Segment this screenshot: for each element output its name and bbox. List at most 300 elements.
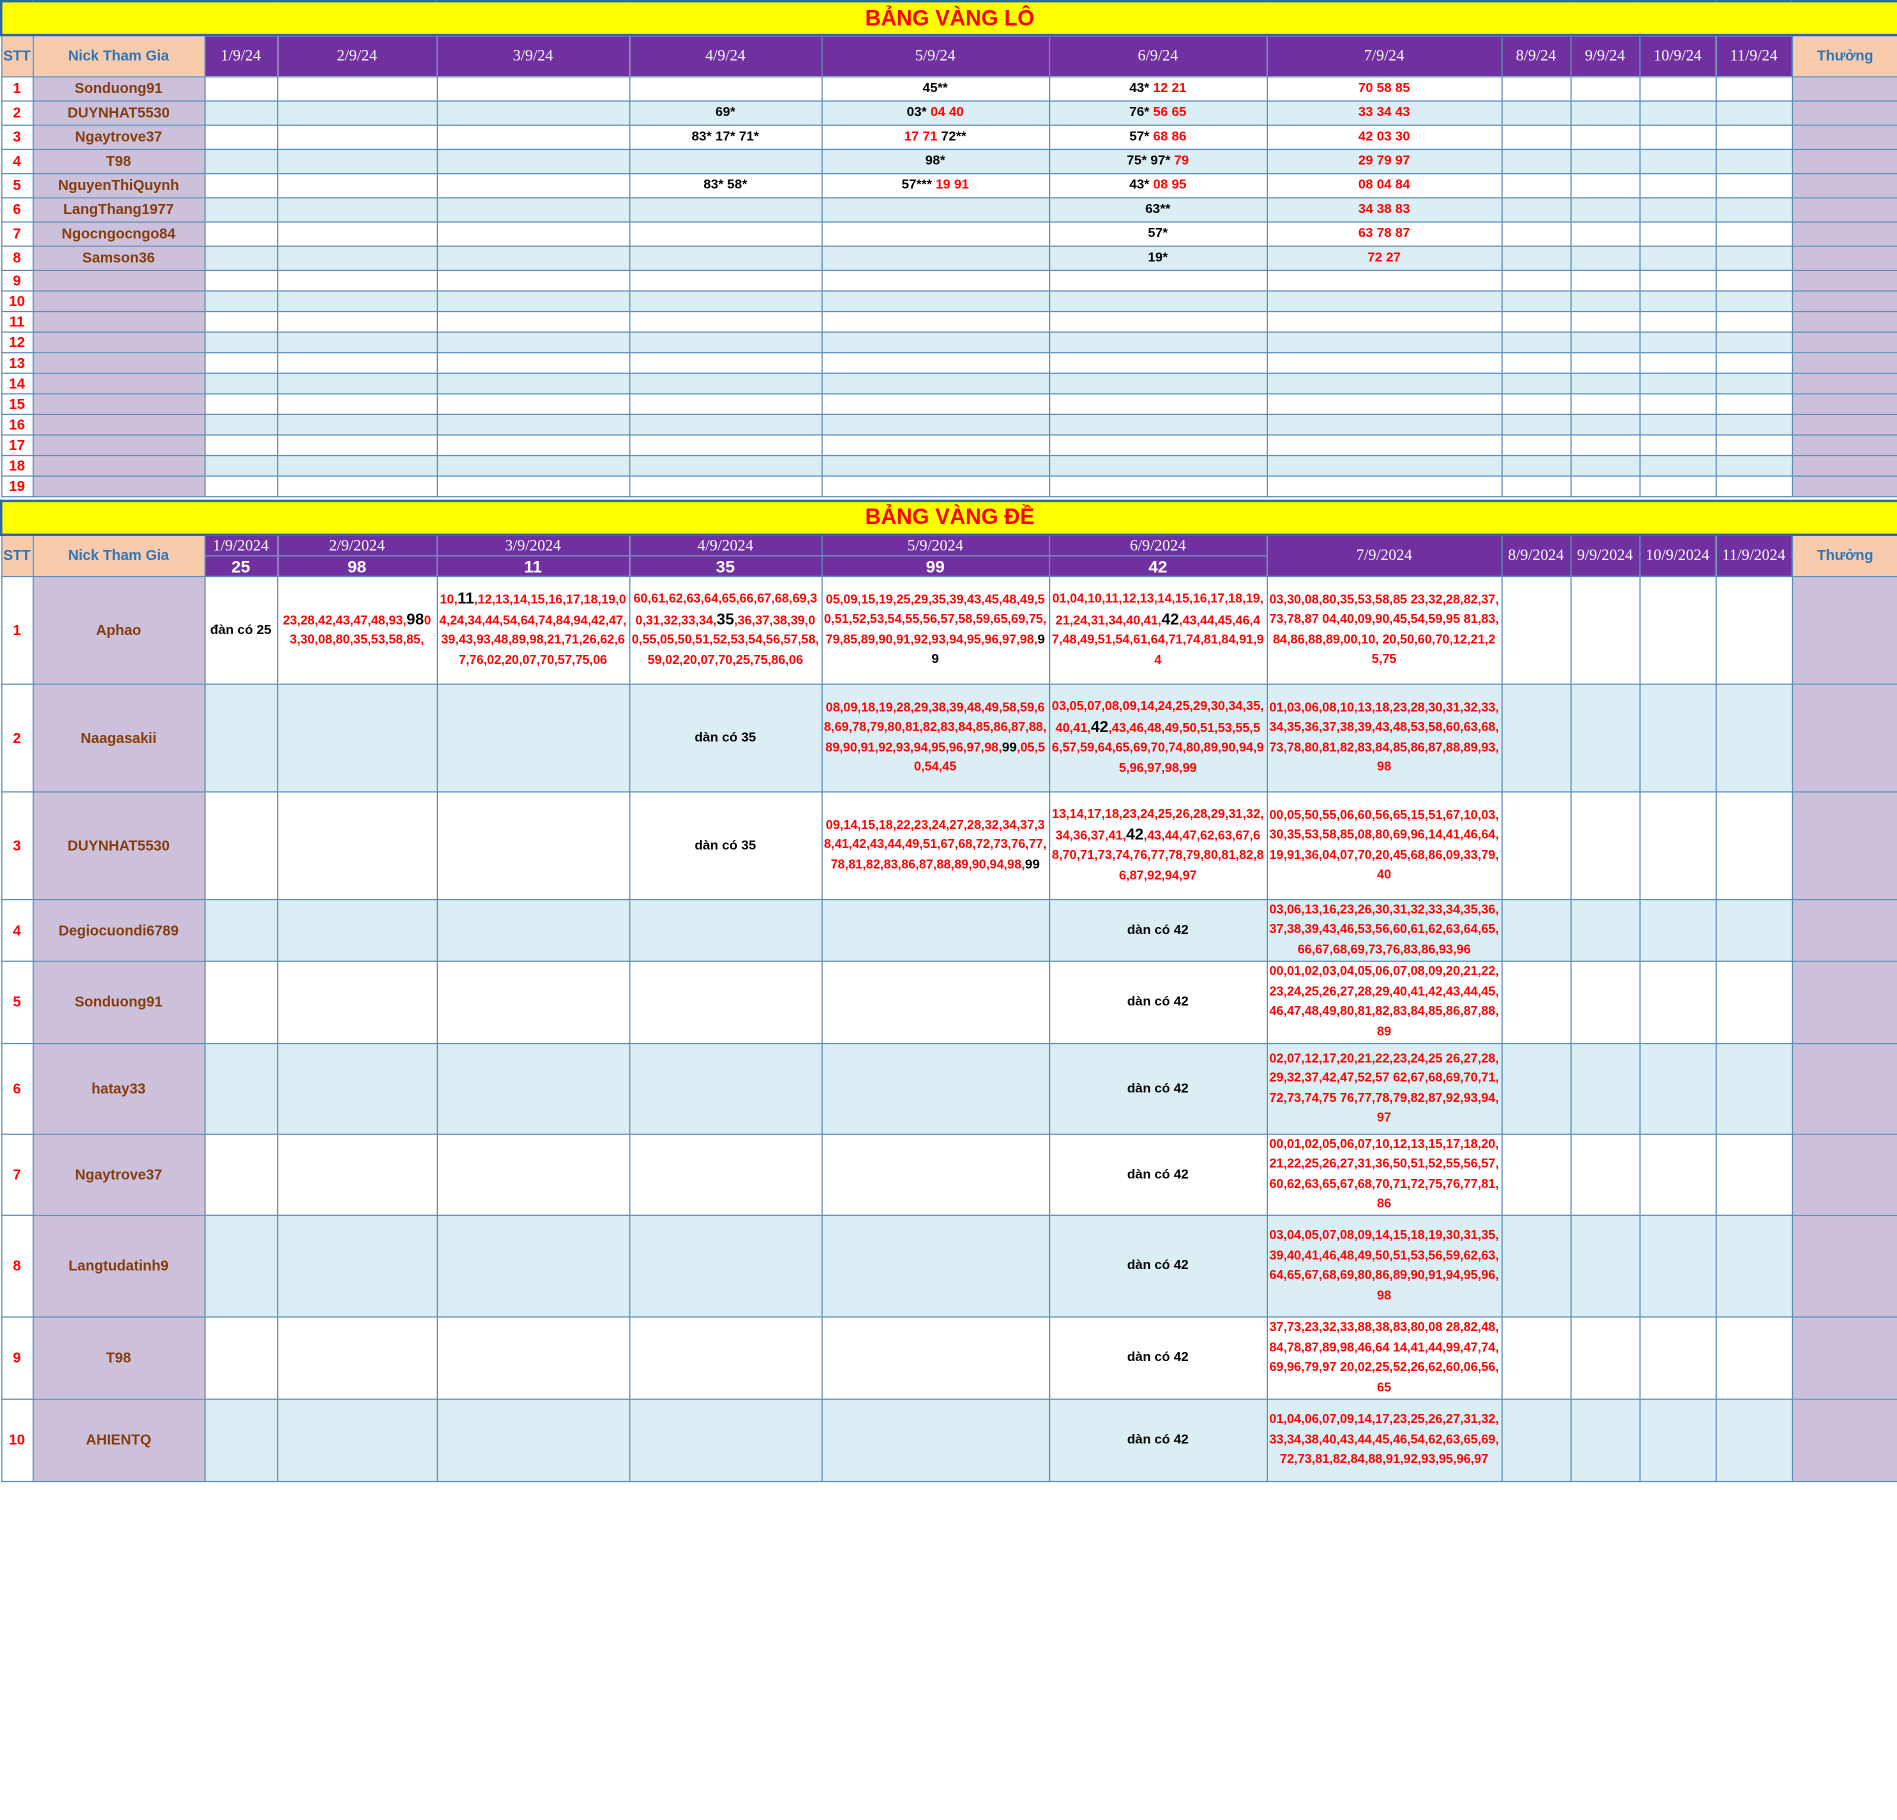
de-cell bbox=[204, 576, 277, 684]
lo-cell bbox=[1501, 197, 1570, 221]
lo-cell bbox=[1716, 173, 1792, 197]
lo-cell bbox=[1049, 149, 1267, 173]
de-cell bbox=[1049, 1316, 1267, 1398]
lo-cell bbox=[1267, 149, 1502, 173]
lo-cell bbox=[1716, 221, 1792, 245]
reward-cell bbox=[1792, 221, 1897, 245]
reward-cell bbox=[1792, 311, 1897, 332]
lo-cell bbox=[437, 352, 629, 373]
dan-numbers: 13,14,17,18,23,24,25,26,28,29,31,32,34,36,37,41, bbox=[1051, 807, 1264, 843]
nick-name: Sonduong91 bbox=[33, 76, 205, 100]
lo-cell bbox=[1267, 76, 1502, 100]
lo-stt-header: STT bbox=[1, 35, 32, 76]
lo-cell bbox=[1049, 414, 1267, 435]
lo-cell bbox=[204, 125, 277, 149]
nick-name: Sonduong91 bbox=[33, 961, 205, 1043]
row-stt: 8 bbox=[1, 1215, 32, 1317]
lo-cell bbox=[1267, 197, 1502, 221]
lo-cell bbox=[629, 270, 821, 291]
lo-cell bbox=[1639, 332, 1715, 353]
reward-cell bbox=[1792, 1134, 1897, 1215]
lo-cell bbox=[204, 197, 277, 221]
de-cell bbox=[1267, 961, 1502, 1043]
dan-label: đàn có 25 bbox=[210, 622, 272, 638]
lo-cell bbox=[1501, 221, 1570, 245]
lo-cell bbox=[1501, 270, 1570, 291]
lo-cell bbox=[822, 311, 1049, 332]
hit-number: 99 bbox=[1024, 857, 1040, 873]
reward-cell bbox=[1792, 149, 1897, 173]
lo-numbers: 42 03 30 bbox=[1358, 129, 1411, 144]
lo-cell bbox=[822, 414, 1049, 435]
reward-cell bbox=[1792, 1215, 1897, 1317]
nick-name bbox=[33, 475, 205, 496]
lo-cell bbox=[629, 125, 821, 149]
de-result: 98 bbox=[277, 555, 437, 576]
de-date-header: 2/9/2024 bbox=[277, 534, 437, 555]
lo-cell bbox=[437, 270, 629, 291]
lo-cell bbox=[629, 352, 821, 373]
lo-cell bbox=[277, 197, 437, 221]
lo-cell bbox=[822, 393, 1049, 414]
lo-cell bbox=[1716, 414, 1792, 435]
lo-cell bbox=[1570, 373, 1639, 394]
lo-cell bbox=[1570, 221, 1639, 245]
lo-cell bbox=[1501, 332, 1570, 353]
reward-cell bbox=[1792, 791, 1897, 899]
lo-numbers: 63** bbox=[1145, 202, 1171, 217]
lo-cell bbox=[1570, 173, 1639, 197]
lo-numbers: 19* bbox=[1147, 250, 1168, 265]
dan-numbers: 03,04,05,07,08,09,14,15,18,19,30,31,35,39,40,41,46,48,49,50,51,53,56,59,62,63,64,65,67,68,69,80,86,89,90,91,94,95,96,98 bbox=[1269, 1228, 1499, 1303]
lo-cell bbox=[437, 197, 629, 221]
lo-cell bbox=[204, 290, 277, 311]
lo-cell bbox=[629, 173, 821, 197]
de-cell bbox=[1267, 899, 1502, 961]
lo-cell bbox=[1049, 173, 1267, 197]
de-cell bbox=[822, 684, 1049, 792]
lo-date-header: 10/9/24 bbox=[1639, 35, 1715, 76]
reward-cell bbox=[1792, 961, 1897, 1043]
lo-cell bbox=[822, 173, 1049, 197]
lo-cell bbox=[822, 125, 1049, 149]
dan-numbers: 05,09,15,19,25,29,35,39,43,45,48,49,50,51,52,53,54,55,56,57,58,59,65,69,75,79,85,89,90,91,92,93,94,95,96,97,98, bbox=[823, 592, 1047, 647]
lo-cell bbox=[1570, 475, 1639, 496]
reward-cell bbox=[1792, 1316, 1897, 1398]
lo-numbers: 12 21 bbox=[1153, 81, 1187, 96]
lo-cell bbox=[1049, 100, 1267, 124]
nick-name bbox=[33, 290, 205, 311]
lo-cell bbox=[437, 246, 629, 270]
de-cell bbox=[1049, 1134, 1267, 1215]
lo-numbers: 72 27 bbox=[1367, 250, 1401, 265]
de-reward-header: Thưởng bbox=[1792, 534, 1897, 576]
de-result: 42 bbox=[1049, 555, 1267, 576]
hit-number: 99 bbox=[1002, 739, 1017, 755]
lo-cell bbox=[437, 149, 629, 173]
dan-numbers: 37,73,23,32,33,88,38,83,80,08 28,82,48,84,78,87,89,98,46,64 14,41,44,99,47,74,69,96,79,97 20,02,25,52,26,62,60,06,56,65 bbox=[1269, 1320, 1499, 1395]
lo-cell bbox=[1570, 125, 1639, 149]
hit-number: 42 bbox=[1126, 824, 1144, 843]
row-stt: 18 bbox=[1, 455, 32, 476]
lo-cell bbox=[822, 332, 1049, 353]
reward-cell bbox=[1792, 125, 1897, 149]
lo-cell bbox=[1501, 352, 1570, 373]
nick-name bbox=[33, 332, 205, 353]
de-result: 99 bbox=[822, 555, 1049, 576]
lo-cell bbox=[437, 434, 629, 455]
lo-date-header: 6/9/24 bbox=[1049, 35, 1267, 76]
lo-cell bbox=[204, 414, 277, 435]
lo-cell bbox=[1570, 100, 1639, 124]
de-cell bbox=[1267, 1399, 1502, 1481]
lo-numbers: 03* bbox=[906, 105, 927, 120]
dan-numbers: ,05,50,54,45 bbox=[914, 739, 1046, 775]
dan-numbers: 01,04,06,07,09,14,17,23,25,26,27,31,32,33,34,38,40,43,44,45,46,54,62,63,65,69,72,73,81,82,84,88,91,92,93,95,96,97 bbox=[1269, 1412, 1499, 1467]
row-stt: 5 bbox=[1, 961, 32, 1043]
lo-cell bbox=[204, 393, 277, 414]
lo-numbers: 17 71 bbox=[904, 129, 938, 144]
reward-cell bbox=[1792, 173, 1897, 197]
lo-cell bbox=[277, 414, 437, 435]
dan-numbers: ,43,44,45,46,47,48,49,51,54,61,64,71,74,81,84,91,94 bbox=[1051, 612, 1264, 668]
de-cell bbox=[1049, 1399, 1267, 1481]
nick-name: Samson36 bbox=[33, 246, 205, 270]
de-cell bbox=[1049, 576, 1267, 684]
lo-cell bbox=[1501, 76, 1570, 100]
reward-cell bbox=[1792, 684, 1897, 792]
lo-date-header: 1/9/24 bbox=[204, 35, 277, 76]
dan-numbers: 01,03,06,08,10,13,18,23,28,30,31,32,33,34,35,36,37,38,39,43,48,53,58,60,63,68,73,78,80,81,82,83,84,85,86,87,88,89,93,98 bbox=[1269, 699, 1499, 775]
nick-name: NguyenThiQuynh bbox=[33, 173, 205, 197]
lo-cell bbox=[1570, 352, 1639, 373]
nick-name bbox=[33, 270, 205, 291]
lo-cell bbox=[1267, 414, 1502, 435]
lo-cell bbox=[437, 290, 629, 311]
lo-cell bbox=[437, 455, 629, 476]
row-stt: 11 bbox=[1, 311, 32, 332]
row-stt: 13 bbox=[1, 352, 32, 373]
lo-cell bbox=[1049, 221, 1267, 245]
lo-cell bbox=[629, 76, 821, 100]
lo-cell bbox=[204, 434, 277, 455]
dan-numbers: 03,06,13,16,23,26,30,31,32,33,34,35,36,37,38,39,43,46,53,56,60,61,62,63,64,65,66,67,68,69,73,76,83,86,93,96 bbox=[1269, 902, 1499, 957]
lo-cell bbox=[1639, 125, 1715, 149]
de-result: 35 bbox=[629, 555, 821, 576]
dan-numbers: 02,07,12,17,20,21,22,23,24,25 26,27,28,29,32,37,42,47,52,57 62,67,68,69,70,71,72,73,74,75 76,77,78,79,82,87,92,93,94,97 bbox=[1269, 1050, 1499, 1126]
reward-cell bbox=[1792, 197, 1897, 221]
lo-cell bbox=[822, 475, 1049, 496]
lo-cell bbox=[1716, 352, 1792, 373]
lo-cell bbox=[277, 475, 437, 496]
lo-cell bbox=[1716, 100, 1792, 124]
dan-label: dàn có 42 bbox=[1127, 1258, 1189, 1273]
lo-cell bbox=[1049, 373, 1267, 394]
lo-cell bbox=[204, 455, 277, 476]
lo-cell bbox=[1501, 290, 1570, 311]
dan-numbers: 00,01,02,05,06,07,10,12,13,15,17,18,20,21,22,25,26,27,31,36,50,51,52,55,56,57,60,62,63,65,67,68,70,71,72,75,76,77,81,86 bbox=[1269, 1136, 1499, 1212]
lo-cell bbox=[1570, 246, 1639, 270]
lo-date-header: 3/9/24 bbox=[437, 35, 629, 76]
reward-cell bbox=[1792, 246, 1897, 270]
dan-label: dàn có 42 bbox=[1127, 1350, 1189, 1365]
hit-number: 42 bbox=[1090, 716, 1109, 736]
lo-cell bbox=[1501, 393, 1570, 414]
lo-cell bbox=[1716, 149, 1792, 173]
reward-cell bbox=[1792, 393, 1897, 414]
lo-cell bbox=[1716, 197, 1792, 221]
lo-numbers: 04 40 bbox=[930, 105, 964, 120]
lo-date-header: 9/9/24 bbox=[1570, 35, 1639, 76]
nick-name: hatay33 bbox=[33, 1043, 205, 1134]
lo-cell bbox=[1716, 393, 1792, 414]
reward-cell bbox=[1792, 455, 1897, 476]
hit-number: 35 bbox=[716, 609, 735, 628]
lo-cell bbox=[437, 221, 629, 245]
nick-name: Ngaytrove37 bbox=[33, 1134, 205, 1215]
lo-cell bbox=[822, 221, 1049, 245]
lo-numbers: 57*** bbox=[901, 177, 932, 193]
lo-cell bbox=[1501, 173, 1570, 197]
row-stt: 3 bbox=[1, 791, 32, 899]
lo-cell bbox=[629, 311, 821, 332]
de-cell bbox=[1267, 791, 1502, 899]
lo-cell bbox=[1716, 475, 1792, 496]
nick-name: Degiocuondi6789 bbox=[33, 899, 205, 961]
lo-cell bbox=[1049, 76, 1267, 100]
dan-label: dàn có 35 bbox=[694, 837, 757, 853]
lo-cell bbox=[277, 246, 437, 270]
lo-numbers: 57* bbox=[1129, 129, 1150, 144]
lo-cell bbox=[1501, 125, 1570, 149]
lo-cell bbox=[1049, 352, 1267, 373]
lo-cell bbox=[1049, 270, 1267, 291]
lo-cell bbox=[822, 76, 1049, 100]
lo-cell bbox=[1501, 414, 1570, 435]
lo-cell bbox=[629, 414, 821, 435]
nick-name bbox=[33, 434, 205, 455]
lo-numbers: 19 91 bbox=[935, 177, 969, 193]
lo-numbers: 75* 97* bbox=[1126, 153, 1171, 169]
lo-cell bbox=[1639, 455, 1715, 476]
lo-cell bbox=[629, 100, 821, 124]
lo-cell bbox=[277, 393, 437, 414]
lo-numbers: 43* bbox=[1129, 81, 1150, 96]
lo-cell bbox=[1570, 455, 1639, 476]
row-stt: 9 bbox=[1, 270, 32, 291]
lo-date-header: 8/9/24 bbox=[1501, 35, 1570, 76]
dan-numbers: 00,05,50,55,06,60,56,65,15,51,67,10,03,30,35,53,58,85,08,80,69,96,14,41,46,64,19,91,36,04,07,70,20,45,68,86,09,33,79,40 bbox=[1269, 807, 1499, 883]
lo-cell bbox=[1639, 373, 1715, 394]
lo-numbers: 56 65 bbox=[1153, 105, 1187, 120]
lo-numbers: 70 58 85 bbox=[1358, 81, 1411, 96]
lo-cell bbox=[1267, 373, 1502, 394]
lo-cell bbox=[204, 332, 277, 353]
row-stt: 1 bbox=[1, 76, 32, 100]
row-stt: 14 bbox=[1, 373, 32, 394]
lo-numbers: 98* bbox=[925, 153, 946, 169]
lo-cell bbox=[437, 100, 629, 124]
lo-cell bbox=[629, 290, 821, 311]
lo-cell bbox=[1570, 332, 1639, 353]
lo-cell bbox=[277, 173, 437, 197]
reward-cell bbox=[1792, 475, 1897, 496]
lo-cell bbox=[1049, 125, 1267, 149]
reward-cell bbox=[1792, 414, 1897, 435]
lo-numbers: 34 38 83 bbox=[1358, 202, 1411, 217]
lo-cell bbox=[1501, 149, 1570, 173]
hit-number: 98 bbox=[406, 609, 424, 628]
lo-cell bbox=[1501, 373, 1570, 394]
lo-cell bbox=[1570, 393, 1639, 414]
row-stt: 4 bbox=[1, 899, 32, 961]
de-cell bbox=[822, 576, 1049, 684]
lo-cell bbox=[1267, 455, 1502, 476]
lo-cell bbox=[822, 270, 1049, 291]
lo-cell bbox=[277, 76, 437, 100]
de-cell bbox=[629, 791, 821, 899]
lo-numbers: 45** bbox=[922, 81, 948, 96]
lo-cell bbox=[629, 332, 821, 353]
dan-label: dàn có 42 bbox=[1127, 1432, 1189, 1448]
lo-cell bbox=[204, 475, 277, 496]
lo-cell bbox=[1570, 149, 1639, 173]
lo-cell bbox=[629, 475, 821, 496]
lo-cell bbox=[1267, 434, 1502, 455]
lo-cell bbox=[1570, 311, 1639, 332]
lo-cell bbox=[277, 352, 437, 373]
lo-title: BẢNG VÀNG LÔ bbox=[1, 1, 1897, 35]
hit-number: 42 bbox=[1161, 609, 1179, 628]
lo-cell bbox=[277, 221, 437, 245]
nick-name: Ngocngocngo84 bbox=[33, 221, 205, 245]
de-nick-header: Nick Tham Gia bbox=[33, 534, 205, 576]
de-cell bbox=[1049, 961, 1267, 1043]
lo-cell bbox=[1501, 246, 1570, 270]
dan-label: dàn có 42 bbox=[1127, 994, 1189, 1010]
de-cell bbox=[1267, 576, 1502, 684]
lo-cell bbox=[1716, 311, 1792, 332]
row-stt: 15 bbox=[1, 393, 32, 414]
lo-cell bbox=[437, 173, 629, 197]
de-date-header: 5/9/2024 bbox=[822, 534, 1049, 555]
de-date-header: 1/9/2024 bbox=[204, 534, 277, 555]
lo-numbers: 08 95 bbox=[1153, 177, 1187, 193]
dan-numbers: 23,28,42,43,47,48,93, bbox=[282, 612, 407, 628]
lo-table bbox=[0, 0, 1897, 497]
lo-cell bbox=[1639, 246, 1715, 270]
dan-numbers: ,36,37,38,39,00,55,05,50,51,52,53,54,56,57,58,59,02,20,07,70,25,75,86,06 bbox=[631, 612, 819, 668]
de-date-header: 8/9/2024 bbox=[1501, 534, 1570, 576]
lo-cell bbox=[822, 197, 1049, 221]
de-date-header: 3/9/2024 bbox=[437, 534, 629, 555]
lo-cell bbox=[1639, 434, 1715, 455]
lo-cell bbox=[1501, 100, 1570, 124]
lo-cell bbox=[1570, 434, 1639, 455]
de-cell bbox=[1267, 684, 1502, 792]
lo-cell bbox=[204, 352, 277, 373]
lo-cell bbox=[204, 373, 277, 394]
lo-date-header: 4/9/24 bbox=[629, 35, 821, 76]
row-stt: 1 bbox=[1, 576, 32, 684]
lo-cell bbox=[1639, 352, 1715, 373]
lo-cell bbox=[1716, 434, 1792, 455]
lo-cell bbox=[1639, 270, 1715, 291]
lo-cell bbox=[1049, 311, 1267, 332]
lo-cell bbox=[1639, 76, 1715, 100]
dan-numbers: 03,30,08,80,35,53,58,85, bbox=[289, 612, 432, 648]
dan-label: dàn có 42 bbox=[1127, 1081, 1189, 1096]
lo-cell bbox=[1716, 246, 1792, 270]
lo-cell bbox=[1639, 290, 1715, 311]
lo-cell bbox=[1501, 455, 1570, 476]
lo-cell bbox=[629, 434, 821, 455]
lo-date-header: 11/9/24 bbox=[1716, 35, 1792, 76]
lo-numbers: 79 bbox=[1174, 153, 1189, 169]
de-result: 11 bbox=[437, 555, 629, 576]
lo-cell bbox=[1501, 311, 1570, 332]
lo-cell bbox=[1501, 475, 1570, 496]
lo-numbers: 63 78 87 bbox=[1358, 226, 1411, 241]
nick-name bbox=[33, 414, 205, 435]
dan-label: dàn có 35 bbox=[694, 730, 757, 745]
row-stt: 8 bbox=[1, 246, 32, 270]
de-date-header: 9/9/2024 bbox=[1570, 534, 1639, 576]
reward-cell bbox=[1792, 290, 1897, 311]
lo-cell bbox=[277, 125, 437, 149]
de-table bbox=[0, 499, 1897, 1481]
lo-cell bbox=[204, 221, 277, 245]
nick-name: T98 bbox=[33, 1316, 205, 1398]
lo-cell bbox=[1267, 173, 1502, 197]
reward-cell bbox=[1792, 576, 1897, 684]
lo-cell bbox=[629, 373, 821, 394]
row-stt: 5 bbox=[1, 173, 32, 197]
lo-numbers: 33 34 43 bbox=[1358, 105, 1411, 120]
reward-cell bbox=[1792, 1043, 1897, 1134]
dan-label: dàn có 42 bbox=[1127, 1166, 1189, 1182]
nick-name: Ngaytrove37 bbox=[33, 125, 205, 149]
nick-name: AHIENTQ bbox=[33, 1399, 205, 1481]
lo-cell bbox=[1049, 434, 1267, 455]
lo-cell bbox=[277, 373, 437, 394]
lo-cell bbox=[1049, 393, 1267, 414]
lo-cell bbox=[822, 246, 1049, 270]
lo-cell bbox=[1267, 290, 1502, 311]
lo-cell bbox=[1267, 475, 1502, 496]
lo-date-header: 5/9/24 bbox=[822, 35, 1049, 76]
lo-numbers: 43* bbox=[1129, 177, 1150, 193]
lo-cell bbox=[629, 197, 821, 221]
nick-name bbox=[33, 373, 205, 394]
lo-cell bbox=[204, 246, 277, 270]
reward-cell bbox=[1792, 332, 1897, 353]
de-result: 25 bbox=[204, 555, 277, 576]
lo-cell bbox=[1639, 414, 1715, 435]
nick-name bbox=[33, 455, 205, 476]
row-stt: 4 bbox=[1, 149, 32, 173]
lo-cell bbox=[1716, 332, 1792, 353]
lo-date-header: 7/9/24 bbox=[1267, 35, 1502, 76]
dan-numbers: 60,61,62,63,64,65,66,67,68,69,30,31,32,33,34, bbox=[633, 591, 818, 628]
lo-numbers: 83* 58* bbox=[703, 177, 748, 193]
lo-cell bbox=[1570, 414, 1639, 435]
row-stt: 9 bbox=[1, 1316, 32, 1398]
lo-cell bbox=[1639, 149, 1715, 173]
reward-cell bbox=[1792, 899, 1897, 961]
lo-cell bbox=[204, 173, 277, 197]
hit-number: 11 bbox=[457, 589, 475, 608]
